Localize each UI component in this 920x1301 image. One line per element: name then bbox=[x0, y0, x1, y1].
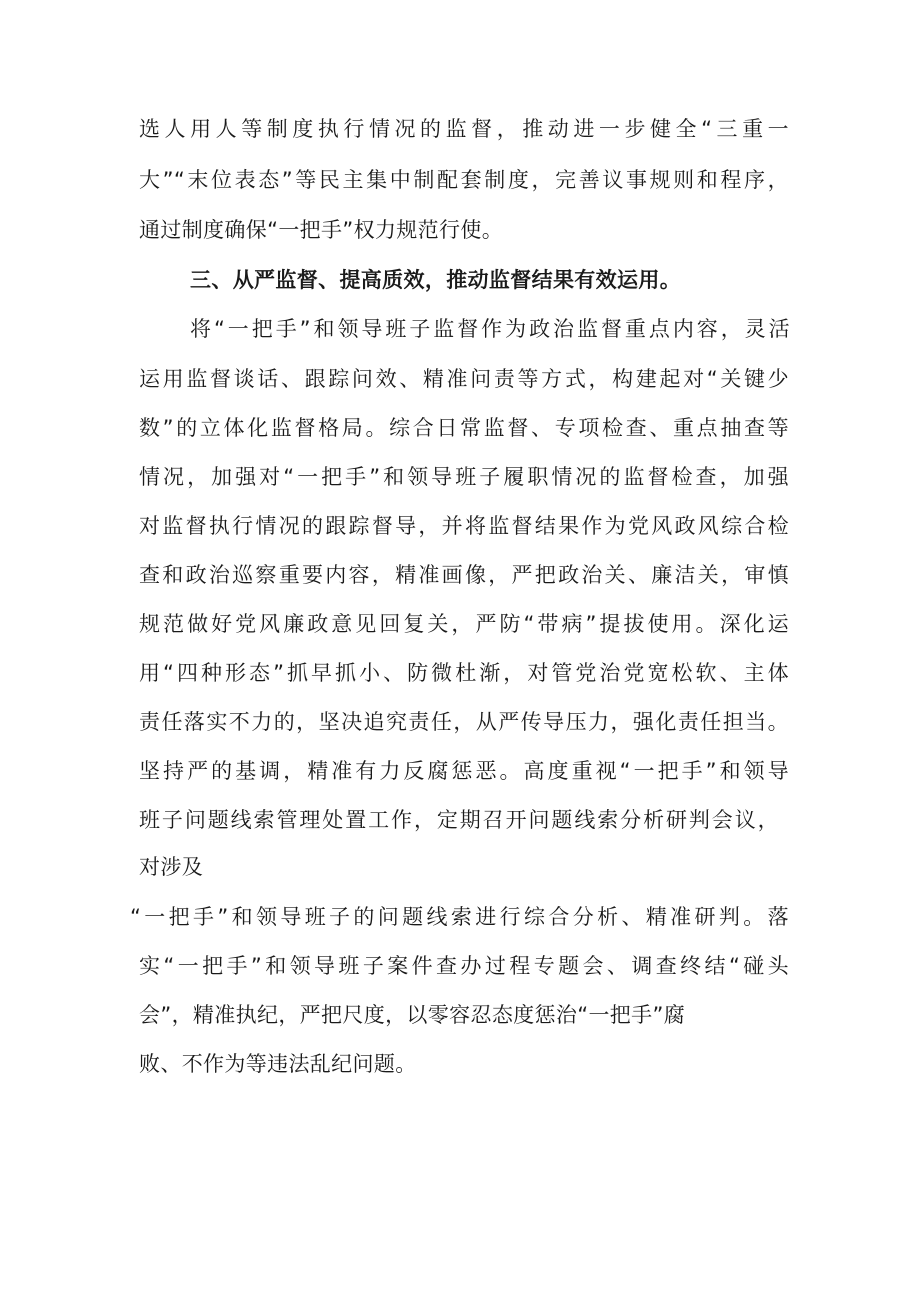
body-text-line: 运用监督谈话、跟踪问效、精准问责等方式，构建起对“关键少 bbox=[139, 367, 789, 391]
body-text-line: 通过制度确保“一把手”权力规范行使。 bbox=[139, 218, 504, 242]
body-text-line: 坚持严的基调，精准有力反腐惩恶。高度重视“一把手”和领导 bbox=[139, 759, 789, 783]
body-text-line: 数”的立体化监督格局。综合日常监督、专项检查、重点抽查等 bbox=[139, 416, 789, 440]
body-text-line: 大”“末位表态”等民主集中制配套制度，完善议事规则和程序， bbox=[139, 168, 789, 192]
body-text-line: 选人用人等制度执行情况的监督，推动进一步健全“三重一 bbox=[139, 117, 789, 141]
body-text-line: 班子问题线索管理处置工作，定期召开问题线索分析研判会议， bbox=[139, 808, 779, 832]
body-text-line: 规范做好党风廉政意见回复关，严防“带病”提拔使用。深化运 bbox=[139, 612, 789, 636]
paragraph-first-line: 将“一把手”和领导班子监督作为政治监督重点内容，灵活 bbox=[190, 317, 790, 341]
body-text-line: 实“一把手”和领导班子案件查办过程专题会、调查终结“碰头 bbox=[139, 954, 789, 978]
body-text-line: 会”，精准执纪，严把尺度，以零容忍态度惩治“一把手”腐 bbox=[139, 1003, 686, 1027]
body-text-line: 情况，加强对“一把手”和领导班子履职情况的监督检查，加强 bbox=[139, 465, 789, 489]
body-text-line: 责任落实不力的，坚决追究责任，从严传导压力，强化责任担当。 bbox=[139, 710, 789, 734]
body-text-line: 对涉及 bbox=[139, 855, 204, 879]
section-heading: 三、从严监督、提高质效，推动监督结果有效运用。 bbox=[190, 268, 682, 292]
body-text-line: 查和政治巡察重要内容，精准画像，严把政治关、廉洁关，审慎 bbox=[139, 563, 789, 587]
body-text-line: 用“四种形态”抓早抓小、防微杜渐，对管党治党宽松软、主体 bbox=[139, 661, 789, 685]
body-text-line: 败、不作为等违法乱纪问题。 bbox=[139, 1052, 417, 1076]
body-text-line: 对监督执行情况的跟踪督导，并将监督结果作为党风政风综合检 bbox=[139, 514, 789, 538]
body-text-line: “一把手”和领导班子的问题线索进行综合分析、精准研判。落 bbox=[130, 905, 789, 929]
